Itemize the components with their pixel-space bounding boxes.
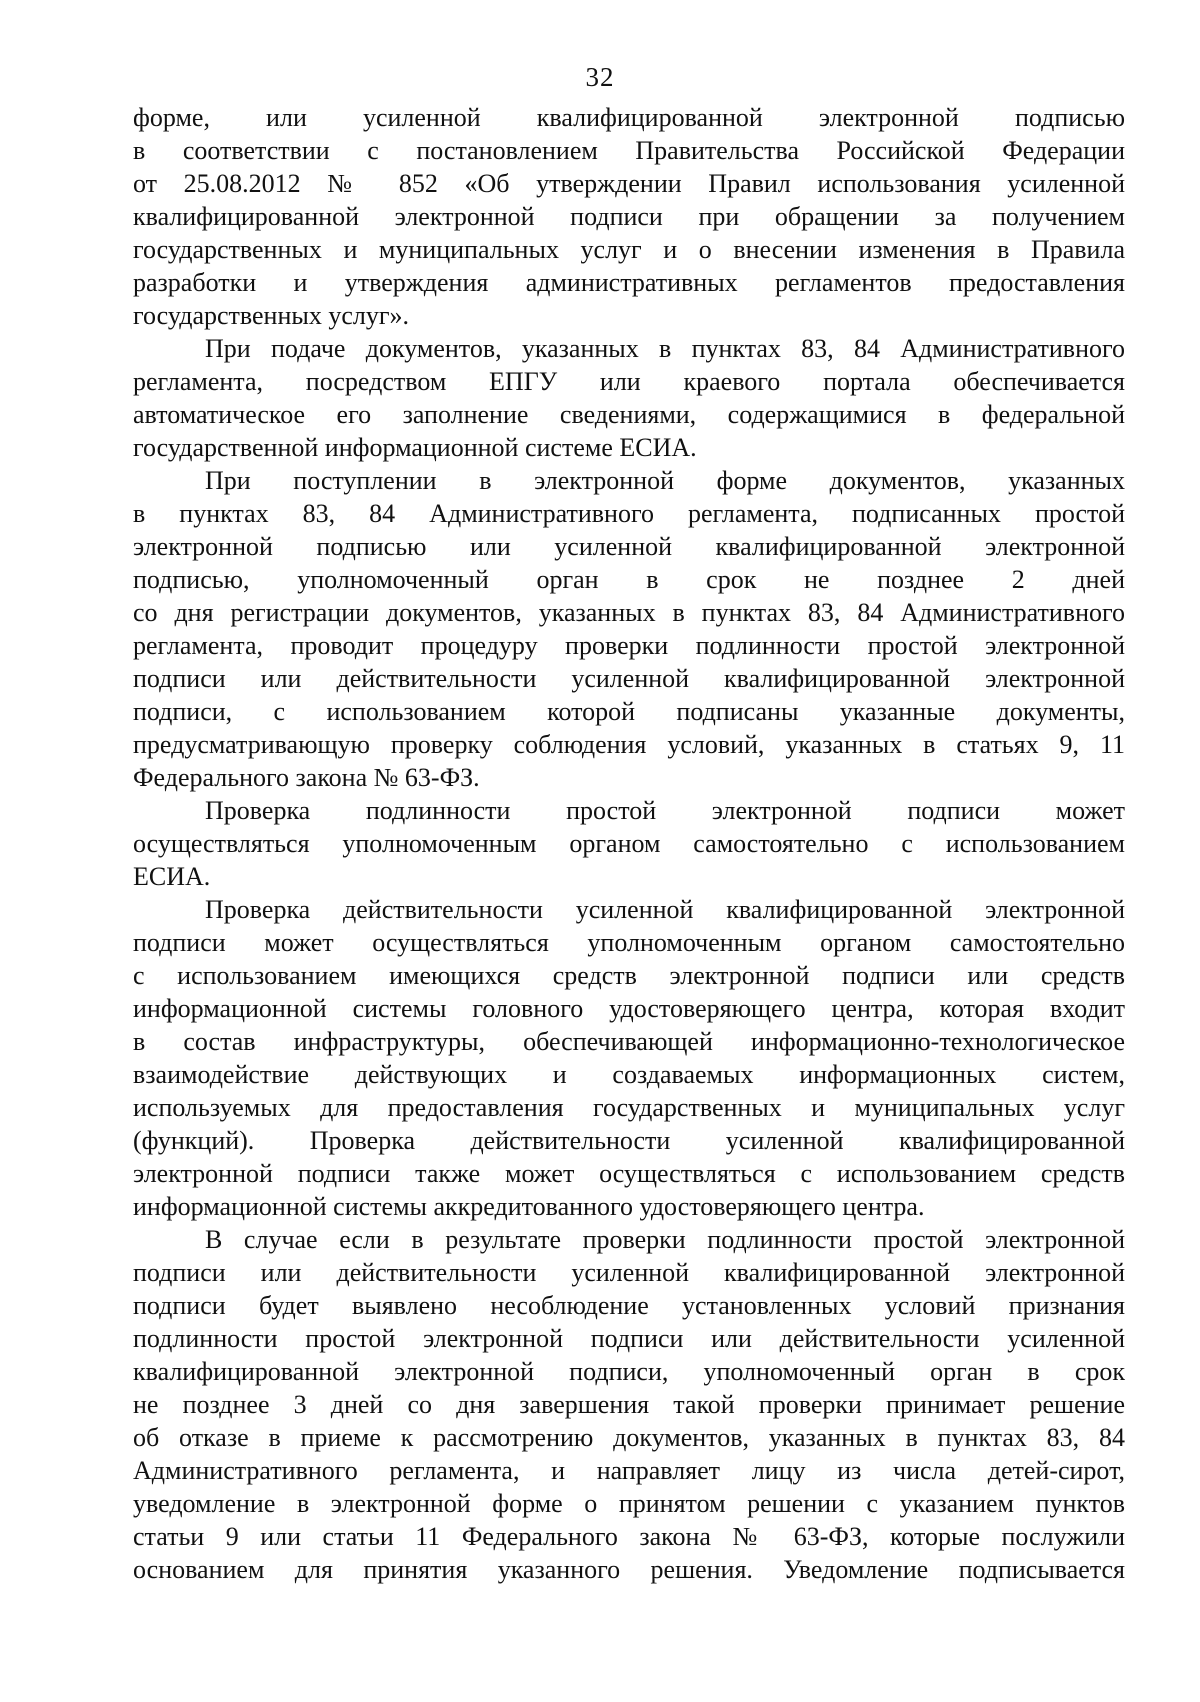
text-line: информационной системы аккредитованного удостоверяющего центра.	[133, 1192, 925, 1221]
text-line: Административного регламента, и направляет лицу из числа детей-сирот,	[133, 1456, 1125, 1485]
text-line: квалифицированной электронной подписи, уполномоченный орган в срок	[133, 1357, 1125, 1386]
text-line: предусматривающую проверку соблюдения условий, указанных в статьях 9, 11	[133, 730, 1125, 759]
text-line: подписью, уполномоченный орган в срок не позднее 2 дней	[133, 565, 1125, 594]
text-line: В случае если в результате проверки подлинности простой электронной	[205, 1225, 1125, 1254]
text-line: от 25.08.2012 № 852 «Об утверждении Правил использования усиленной	[133, 169, 1125, 198]
text-line: с использованием имеющихся средств электронной подписи или средств	[133, 961, 1125, 990]
text-line: При подаче документов, указанных в пунктах 83, 84 Административного	[205, 334, 1125, 363]
text-line: государственных услуг».	[133, 301, 410, 330]
text-line: осуществляться уполномоченным органом самостоятельно с использованием	[133, 829, 1125, 858]
text-line: подписи, с использованием которой подписаны указанные документы,	[133, 697, 1125, 726]
text-line: подписи или действительности усиленной квалифицированной электронной	[133, 664, 1125, 693]
text-line: регламента, проводит процедуру проверки подлинности простой электронной	[133, 631, 1125, 660]
text-line: Федерального закона № 63-ФЗ.	[133, 763, 480, 792]
text-line: не позднее 3 дней со дня завершения такой проверки принимает решение	[133, 1390, 1125, 1419]
text-line: взаимодействие действующих и создаваемых информационных систем,	[133, 1060, 1125, 1089]
text-line: ЕСИА.	[133, 862, 211, 891]
text-line: в пунктах 83, 84 Административного регламента, подписанных простой	[133, 499, 1125, 528]
text-line: основанием для принятия указанного решения. Уведомление подписывается	[133, 1555, 1125, 1584]
text-line: электронной подписи также может осуществляться с использованием средств	[133, 1159, 1125, 1188]
text-line: квалифицированной электронной подписи при обращении за получением	[133, 202, 1125, 231]
text-line: об отказе в приеме к рассмотрению документов, указанных в пунктах 83, 84	[133, 1423, 1125, 1452]
text-line: подписи или действительности усиленной квалифицированной электронной	[133, 1258, 1125, 1287]
text-line: При поступлении в электронной форме документов, указанных	[205, 466, 1125, 495]
text-line: подписи может осуществляться уполномоченным органом самостоятельно	[133, 928, 1125, 957]
text-line: автоматическое его заполнение сведениями, содержащимися в федеральной	[133, 400, 1125, 429]
text-line: государственной информационной системе ЕСИА.	[133, 433, 697, 462]
text-line: со дня регистрации документов, указанных в пунктах 83, 84 Административного	[133, 598, 1125, 627]
text-line: в соответствии с постановлением Правительства Российской Федерации	[133, 136, 1125, 165]
text-line: используемых для предоставления государственных и муниципальных услуг	[133, 1093, 1125, 1122]
text-line: уведомление в электронной форме о принятом решении с указанием пунктов	[133, 1489, 1125, 1518]
text-line: статьи 9 или статьи 11 Федерального закона № 63-ФЗ, которые послужили	[133, 1522, 1125, 1551]
text-line: подписи будет выявлено несоблюдение установленных условий признания	[133, 1291, 1125, 1320]
document-body	[133, 101, 1125, 1586]
text-line: Проверка подлинности простой электронной подписи может	[205, 796, 1125, 825]
page-number: 32	[585, 62, 615, 92]
text-line: разработки и утверждения административных регламентов предоставления	[133, 268, 1125, 297]
text-line: подлинности простой электронной подписи или действительности усиленной	[133, 1324, 1125, 1353]
text-line: Проверка действительности усиленной квалифицированной электронной	[205, 895, 1125, 924]
text-line: государственных и муниципальных услуг и о внесении изменения в Правила	[133, 235, 1125, 264]
text-line: регламента, посредством ЕПГУ или краевого портала обеспечивается	[133, 367, 1125, 396]
text-line: информационной системы головного удостоверяющего центра, которая входит	[133, 994, 1125, 1023]
text-line: форме, или усиленной квалифицированной электронной подписью	[133, 103, 1125, 132]
text-line: в состав инфраструктуры, обеспечивающей информационно-технологическое	[133, 1027, 1125, 1056]
text-line: (функций). Проверка действительности усиленной квалифицированной	[133, 1126, 1125, 1155]
text-line: электронной подписью или усиленной квалифицированной электронной	[133, 532, 1125, 561]
